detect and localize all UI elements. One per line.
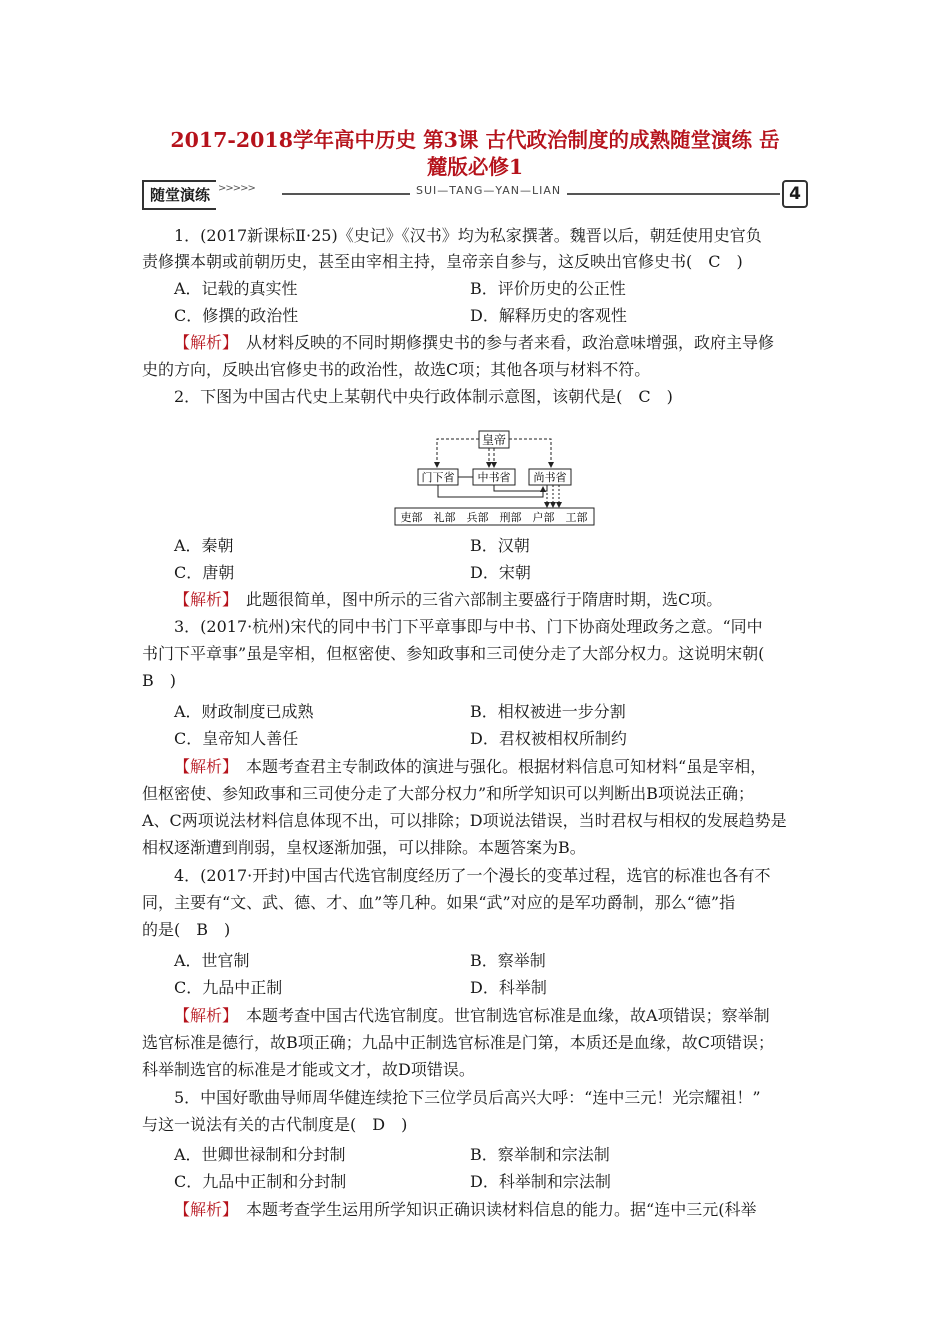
title-line-2: 麓版必修1 [426,155,524,179]
analysis-tag: 【解析】 [174,1200,231,1219]
q4-stem-line: 的是( B ) [142,920,231,939]
q1-option-b: B．评价历史的公正性 [470,279,626,298]
q3-analysis-line: A、C两项说法材料信息体现不出，可以排除；D项说法错误，当时君权与相权的发展趋势是 [142,811,787,830]
banner-arrows: >>>>> [218,183,255,194]
shangshu-label: 尚书省 [533,471,567,484]
q4-option-a: A．世官制 [174,951,250,970]
title-line-1: 2017-2018学年高中历史 第3课 古代政治制度的成熟随堂演练 岳 [170,128,780,152]
menxia-label: 门下省 [421,471,455,484]
q1-analysis-line: 【解析】 从材料反映的不同时期修撰史书的参与者来看，政治意味增强，政府主导修 [174,333,775,352]
q1-option-c: C．修撰的政治性 [174,306,299,325]
section-banner [142,180,808,210]
government-structure-diagram [393,429,597,527]
q1-stem-line: 责修撰本朝或前朝历史，甚至由宰相主持，皇帝亲自参与，这反映出官修史书( C ) [142,252,743,271]
q3-option-b: B．相权被进一步分割 [470,702,626,721]
analysis-tag: 【解析】 [174,333,231,352]
q4-option-b: B．察举制 [470,951,546,970]
q3-option-c: C．皇帝知人善任 [174,729,299,748]
q4-option-c: C．九品中正制 [174,978,283,997]
q2-option-a: A．秦朝 [174,536,234,555]
six-ministries-label: 吏部 礼部 兵部 刑部 户部 工部 [400,511,588,524]
q3-option-d: D．君权被相权所制约 [470,729,627,748]
q5-analysis-line: 【解析】 本题考查学生运用所学知识正确识读材料信息的能力。据“连中三元(科举 [174,1200,757,1219]
analysis-tag: 【解析】 [174,590,231,609]
q1-option-a: A．记载的真实性 [174,279,298,298]
q3-analysis-line: 【解析】 本题考查君主专制政体的演进与强化。根据材料信息可知材料“虽是宰相， [174,757,767,776]
q2-analysis-line: 【解析】 此题很简单，图中所示的三省六部制主要盛行于隋唐时期，选C项。 [174,590,723,609]
zhongshu-to-shangshu-line [494,485,547,491]
q3-stem-line: 书门下平章事”虽是宰相，但枢密使、参知政事和三司使分走了大部分权力。这说明宋朝( [142,644,765,663]
q4-analysis-line: 科举制选官的标准是才能或文才，故D项错误。 [142,1060,475,1079]
q3-option-a: A．财政制度已成熟 [174,702,314,721]
q5-option-c: C．九品中正制和分封制 [174,1172,347,1191]
banner-pinyin: SUI—TANG—YAN—LIAN [410,184,567,197]
banner-number: 4 [782,180,808,208]
q4-option-d: D．科举制 [470,978,547,997]
q3-analysis-line: 相权逐渐遭到削弱，皇权逐渐加强，可以排除。本题答案为B。 [142,838,586,857]
banner-label: 随堂演练 [142,180,216,210]
q3-stem-line: 3．(2017·杭州)宋代的同中书门下平章事即与中书、门下协商处理政务之意。“同中 [174,617,763,636]
q4-stem-line: 同，主要有“文、武、德、才、血”等几种。如果“武”对应的是军功爵制，那么“德”指 [142,893,736,912]
emperor-to-menxia-line [437,439,479,467]
document-title [140,127,810,181]
q5-option-d: D．科举制和宗法制 [470,1172,611,1191]
q1-stem-line: 1．(2017新课标Ⅱ·25)《史记》《汉书》均为私家撰著。魏晋以后，朝廷使用史官负 [174,226,762,245]
q1-analysis-line: 史的方向，反映出官修史书的政治性，故选C项；其他各项与材料不符。 [142,360,651,379]
q5-option-a: A．世卿世禄制和分封制 [174,1145,346,1164]
q4-analysis-line: 选官标准是德行，故B项正确；九品中正制选官标准是门第，本质还是血缘，故C项错误； [142,1033,775,1052]
q3-stem-line: B ) [142,671,177,690]
q4-analysis-line: 【解析】 本题考查中国古代选官制度。世官制选官标准是血缘，故A项错误；察举制 [174,1006,770,1025]
analysis-tag: 【解析】 [174,757,231,776]
q5-stem-line: 与这一说法有关的古代制度是( D ) [142,1115,408,1134]
emperor-label: 皇帝 [481,433,507,447]
q3-analysis-line: 但枢密使、参知政事和三司使分走了大部分权力”和所学知识可以判断出B项说法正确； [142,784,754,803]
q4-stem-line: 4．(2017·开封)中国古代选官制度经历了一个漫长的变革过程，选官的标准也各有不 [174,866,771,885]
q2-option-b: B．汉朝 [470,536,530,555]
emperor-to-shangshu-line [509,439,551,467]
q5-option-b: B．察举制和宗法制 [470,1145,610,1164]
q2-stem-line: 2．下图为中国古代史上某朝代中央行政体制示意图，该朝代是( C ) [174,387,673,406]
q5-stem-line: 5．中国好歌曲导师周华健连续抢下三位学员后高兴大呼：“连中三元！光宗耀祖！” [174,1088,761,1107]
q1-option-d: D．解释历史的客观性 [470,306,627,325]
zhongshu-label: 中书省 [477,471,511,484]
q2-option-c: C．唐朝 [174,563,235,582]
q2-option-d: D．宋朝 [470,563,531,582]
analysis-tag: 【解析】 [174,1006,231,1025]
